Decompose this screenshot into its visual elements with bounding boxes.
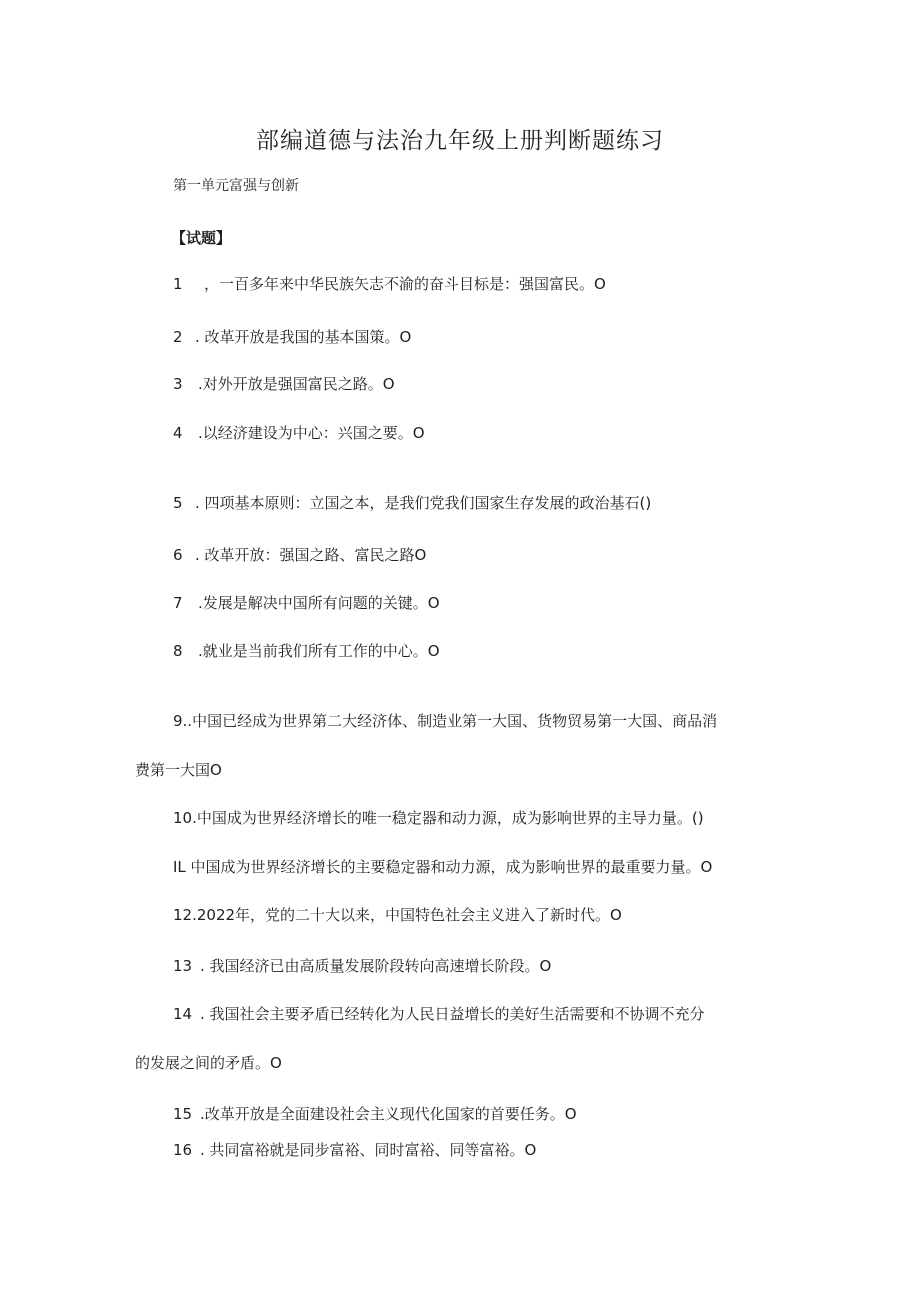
question-item bbox=[173, 641, 440, 661]
question-item bbox=[173, 274, 606, 294]
question-number: 7 bbox=[173, 594, 183, 612]
document-title: 部编道德与法治九年级上册判断题练习 bbox=[256, 128, 664, 154]
question-number: 14 bbox=[173, 1005, 193, 1023]
question-number: 3 bbox=[173, 375, 183, 393]
question-item bbox=[173, 857, 712, 877]
question-number: 2 bbox=[173, 328, 183, 346]
question-text: .就业是当前我们所有工作的中心。O bbox=[198, 642, 440, 660]
question-number: 6 bbox=[173, 546, 183, 564]
question-text: .发展是解决中国所有问题的关键。O bbox=[198, 594, 440, 612]
question-number: 8 bbox=[173, 642, 183, 660]
question-item bbox=[173, 493, 651, 513]
question-number: 12. bbox=[173, 906, 197, 924]
question-item bbox=[173, 905, 622, 925]
question-item bbox=[173, 808, 704, 828]
question-number: 4 bbox=[173, 424, 183, 442]
question-item bbox=[173, 423, 425, 443]
question-text: 中国成为世界经济增长的主要稳定器和动力源，成为影响世界的最重要力量。O bbox=[185, 858, 713, 876]
question-text: .对外开放是强国富民之路。O bbox=[198, 375, 395, 393]
question-text: . 四项基本原则：立国之本，是我们党我们国家生存发展的政治基石() bbox=[195, 494, 652, 512]
question-text: . 我国经济已由高质量发展阶段转向高速增长阶段。O bbox=[200, 957, 552, 975]
question-text: 中国已经成为世界第二大经济体、制造业第一大国、货物贸易第一大国、商品消 bbox=[192, 712, 718, 730]
question-number: 5 bbox=[173, 494, 183, 512]
question-text: . 共同富裕就是同步富裕、同时富裕、同等富裕。O bbox=[200, 1141, 537, 1159]
question-continuation: 费第一大国O bbox=[135, 761, 222, 779]
question-number: 16 bbox=[173, 1141, 193, 1159]
question-text: ，一百多年来中华民族矢志不渝的奋斗目标是：强国富民。O bbox=[204, 275, 606, 293]
question-text: 中国成为世界经济增长的唯一稳定器和动力源，成为影响世界的主导力量。() bbox=[196, 809, 704, 827]
question-item bbox=[173, 545, 426, 565]
question-item bbox=[173, 711, 717, 731]
section-heading: 【试题】 bbox=[171, 229, 232, 247]
question-text: .以经济建设为中心：兴国之要。O bbox=[198, 424, 425, 442]
question-number: 10. bbox=[173, 809, 197, 827]
question-text: .改革开放是全面建设社会主义现代化国家的首要任务。O bbox=[200, 1105, 577, 1123]
question-text: . 改革开放是我国的基本国策。O bbox=[195, 328, 412, 346]
question-item bbox=[173, 956, 551, 976]
question-item bbox=[173, 1140, 536, 1160]
question-item bbox=[173, 1104, 577, 1124]
question-item bbox=[173, 327, 411, 347]
question-number: IL bbox=[173, 858, 186, 876]
question-item bbox=[173, 593, 440, 613]
unit-heading: 第一单元富强与创新 bbox=[173, 178, 299, 194]
question-item bbox=[173, 374, 395, 394]
question-text: . 我国社会主要矛盾已经转化为人民日益增长的美好生活需要和不协调不充分 bbox=[200, 1005, 705, 1023]
question-item bbox=[173, 1004, 705, 1024]
question-continuation: 的发展之间的矛盾。O bbox=[135, 1054, 282, 1072]
question-text: 2022年，党的二十大以来，中国特色社会主义进入了新时代。O bbox=[196, 906, 622, 924]
question-number: 1 bbox=[173, 275, 183, 293]
question-number: 9.. bbox=[173, 712, 193, 730]
question-number: 15 bbox=[173, 1105, 193, 1123]
question-text: . 改革开放：强国之路、富民之路O bbox=[195, 546, 427, 564]
question-number: 13 bbox=[173, 957, 193, 975]
